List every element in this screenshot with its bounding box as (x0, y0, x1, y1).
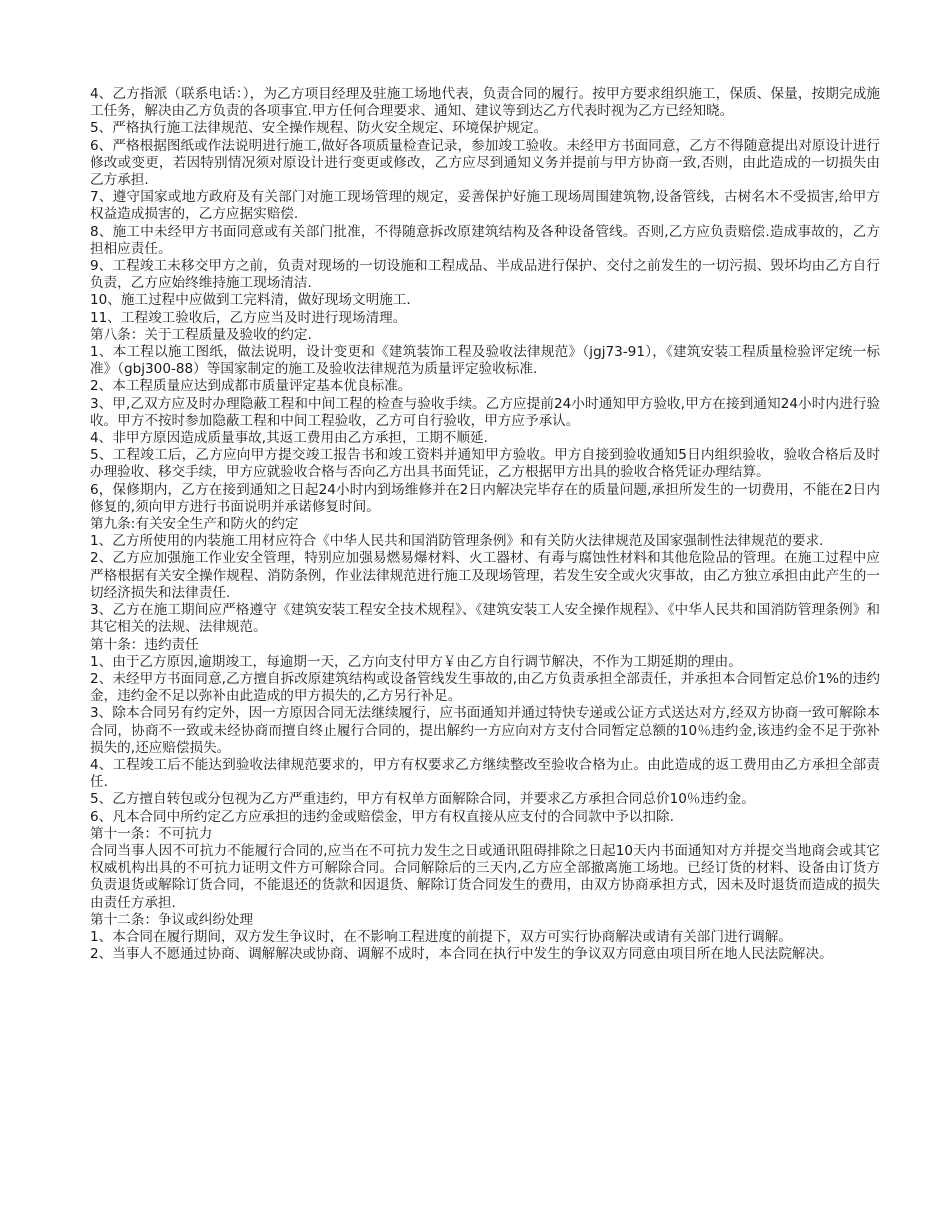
clause-9-item-3: 3、乙方在施工期间应严格遵守《建筑安装工程安全技术规程》、《建筑安装工人安全操作规程》、《中华人民共和国消防管理条例》和其它相关的法规、法律规范。 (90, 602, 880, 636)
clause-8-item-4: 4、非甲方原因造成质量事故,其返工费用由乙方承担，工期不顺延. (90, 430, 488, 447)
clause-11-body: 合同当事人因不可抗力不能履行合同的,应当在不可抗力发生之日或通讯阻碍排除之日起10天内书面通知对方并提交当地商会或其它权威机构出具的不可抗力证明文件方可解除合同。合同解除后的三天内,乙方应全部撤离施工场地。已经订货的材料、设备由订货方负责退货或解除订货合同，不能退还的货款和因退货、解除订货合同发生的费用，由双方协商承担方式，因未及时退货而造成的损失由责任方承担. (90, 842, 880, 911)
clause-8-item-6: 6，保修期内，乙方在接到通知之日起24小时内到场维修并在2日内解决完毕存在的质量问题,承担所发生的一切费用，不能在2日内修复的,须向甲方进行书面说明并承诺修复时间。 (90, 481, 880, 515)
clause-7-item-8: 8、施工中未经甲方书面同意或有关部门批准，不得随意拆改原建筑结构及各种设备管线。否则,乙方应负责赔偿.造成事故的，乙方担相应责任。 (90, 223, 880, 257)
clause-9-heading: 第九条:有关安全生产和防火的约定 (90, 516, 299, 533)
clause-12-item-1: 1、本合同在履行期间，双方发生争议时，在不影响工程进度的前提下，双方可实行协商解决或请有关部门进行调解。 (90, 928, 792, 945)
clause-10-item-5: 5、乙方擅自转包或分包视为乙方严重违约，甲方有权单方面解除合同，并要求乙方承担合同总价10％违约金。 (90, 791, 755, 808)
clause-12-heading: 第十二条：争议或纠纷处理 (90, 911, 254, 928)
clause-8-item-5: 5、工程竣工后，乙方应向甲方提交竣工报告书和竣工资料并通知甲方验收。甲方自接到验收通知5日内组织验收，验收合格后及时办理验收、移交手续，甲方应就验收合格与否向乙方出具书面凭证，乙方根据甲方出具的验收合格凭证办理结算。 (90, 447, 880, 481)
clause-7-item-4: 4、乙方指派（联系电话：），为乙方项目经理及驻施工场地代表，负责合同的履行。按甲方要求组织施工，保质、保量，按期完成施工任务，解决由乙方负责的各项事宜.甲方任何合理要求、通知、建议等到达乙方代表时视为乙方已经知晓。 (90, 86, 880, 120)
clause-10-item-2: 2、未经甲方书面同意,乙方擅自拆改原建筑结构或设备管线发生事故的,由乙方负责承担全部责任，并承担本合同暂定总价1%的违约金，违约金不足以弥补由此造成的甲方损失的,乙方另行补足。 (90, 670, 880, 705)
clause-10-heading: 第十条：违约责任 (90, 636, 199, 653)
clause-7-item-6: 6、严格根据图纸或作法说明进行施工,做好各项质量检查记录，参加竣工验收。未经甲方书面同意，乙方不得随意提出对原设计进行修改或变更，若因特别情况须对原设计进行变更或修改，乙方应尽到通知义务并提前与甲方协商一致,否则，由此造成的一切损失由乙方承担. (90, 137, 880, 189)
clause-7-item-9: 9、工程竣工未移交甲方之前，负责对现场的一切设施和工程成品、半成品进行保护、交付之前发生的一切污损、毁坏均由乙方自行负责，乙方应始终维持施工现场清洁. (90, 258, 880, 292)
clause-12-item-2: 2、当事人不愿通过协商、调解解决或协商、调解不成时，本合同在执行中发生的争议双方同意由项目所在地人民法院解决。 (90, 946, 833, 963)
clause-7-item-5: 5、严格执行施工法律规范、安全操作规程、防火安全规定、环境保护规定。 (90, 120, 548, 137)
clause-10-item-3: 3、除本合同另有约定外，因一方原因合同无法继续履行，应书面通知并通过特快专递或公证方式送达对方,经双方协商一致可解除本合同，协商不一致或未经协商而擅自终止履行合同的，提出解约一方应向对方支付合同暂定总额的10％违约金,该违约金不足于弥补损失的,还应赔偿损失。 (90, 705, 880, 756)
clause-8-item-1: 1、本工程以施工图纸，做法说明，设计变更和《建筑装饰工程及验收法律规范》（jgj73-91），《建筑安装工程质量检验评定统一标准》（gbj300-88）等国家制定的施工及验收法律规范为质量评定验收标准. (90, 344, 880, 378)
clause-7-item-11: 11、工程竣工验收后，乙方应当及时进行现场清理。 (90, 309, 407, 326)
clause-9-item-2: 2、乙方应加强施工作业安全管理，特别应加强易燃易爆材料、火工器材、有毒与腐蚀性材料和其他危险品的管理。在施工过程中应严格根据有关安全操作规程、消防条例，作业法律规范进行施工及现场管理，若发生安全或火灾事故，由乙方独立承担由此产生的一切经济损失和法律责任. (90, 550, 880, 601)
clause-8-item-3: 3、甲,乙双方应及时办理隐蔽工程和中间工程的检查与验收手续。乙方应提前24小时通知甲方验收,甲方在接到通知24小时内进行验收。甲方不按时参加隐蔽工程和中间工程验收，乙方可自行验收，甲方应予承认。 (90, 395, 880, 429)
clause-10-item-6: 6、凡本合同中所约定乙方应承担的违约金或赔偿金，甲方有权直接从应支付的合同款中予以扣除. (90, 808, 674, 825)
clause-9-item-1: 1、乙方所使用的内装施工用材应符合《中华人民共和国消防管理条例》和有关防火法律规范及国家强制性法律规范的要求. (90, 533, 824, 550)
clause-10-item-4: 4、工程竣工后不能达到验收法律规范要求的，甲方有权要求乙方继续整改至验收合格为止。由此造成的返工费用由乙方承担全部责任. (90, 756, 880, 791)
clause-8-item-2: 2、本工程质量应达到成都市质量评定基本优良标准。 (90, 378, 412, 395)
clause-7-item-10: 10、施工过程中应做到工完料清，做好现场文明施工. (90, 292, 411, 309)
clause-11-heading: 第十一条：不可抗力 (90, 825, 213, 842)
clause-10-item-1: 1、由于乙方原因,逾期竣工，每逾期一天，乙方向支付甲方￥由乙方自行调节解决，不作为工期延期的理由。 (90, 653, 742, 670)
clause-7-item-7: 7、遵守国家或地方政府及有关部门对施工现场管理的规定，妥善保护好施工现场周围建筑物,设备管线，古树名木不受损害,给甲方权益造成损害的，乙方应据实赔偿. (90, 189, 880, 223)
contract-document (90, 86, 880, 963)
clause-8-heading: 第八条：关于工程质量及验收的约定. (90, 326, 312, 343)
